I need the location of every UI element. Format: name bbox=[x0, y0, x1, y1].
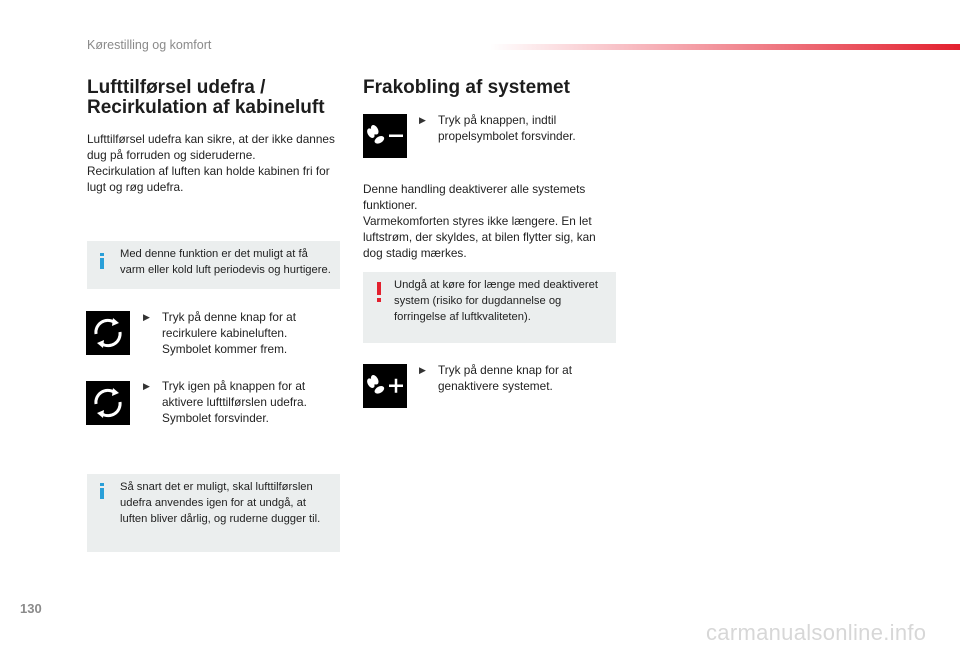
left-step-2 bbox=[143, 378, 343, 428]
arrow-right-icon: ▶ bbox=[143, 312, 150, 322]
step-line: aktivere lufttilførslen udefra. bbox=[162, 395, 307, 409]
fan-minus-button-icon bbox=[363, 114, 407, 158]
warning-box-text bbox=[394, 277, 598, 325]
para-line: funktioner. bbox=[363, 198, 418, 212]
arrow-right-icon: ▶ bbox=[143, 381, 150, 391]
warn-line: forringelse af luftkvaliteten). bbox=[394, 311, 531, 323]
left-step-1 bbox=[143, 309, 343, 359]
step-line: genaktivere systemet. bbox=[438, 379, 553, 393]
right-step-1 bbox=[419, 112, 619, 146]
step-line: Tryk igen på knappen for at bbox=[162, 379, 306, 393]
warn-line: system (risiko for dugdannelse og bbox=[394, 295, 562, 307]
para-line: luftstrøm, der skyldes, at bilen flytter sig, kan bbox=[363, 230, 596, 244]
info-box-text bbox=[120, 246, 331, 278]
step-line: Tryk på denne knap for at bbox=[162, 310, 296, 324]
intro-line: dug på forruden og sideruderne. bbox=[87, 148, 256, 162]
arrow-right-icon: ▶ bbox=[419, 365, 426, 375]
intro-line: Recirkulation af luften kan holde kabinen fri for bbox=[87, 164, 330, 178]
left-title-line2: Recirkulation af kabineluft bbox=[87, 97, 325, 118]
info-line: luften bliver dårlig, og ruderne dugger til. bbox=[120, 513, 321, 525]
warning-box bbox=[363, 272, 616, 343]
watermark: carmanualsonline.info bbox=[706, 620, 927, 645]
para-line: dog stadig mærkes. bbox=[363, 246, 467, 260]
right-title: Frakobling af systemet bbox=[363, 77, 570, 98]
left-title bbox=[87, 78, 325, 118]
info-line: udefra anvendes igen for at undgå, at bbox=[120, 497, 306, 509]
left-title-line1: Lufttilførsel udefra / bbox=[87, 77, 266, 98]
section-header: Kørestilling og komfort bbox=[87, 38, 212, 52]
warn-line: Undgå at køre for længe med deaktiveret bbox=[394, 279, 598, 291]
step-line: Symbolet forsvinder. bbox=[162, 411, 269, 425]
step-line: recirkulere kabineluften. bbox=[162, 326, 288, 340]
step-line: Tryk på denne knap for at bbox=[438, 363, 572, 377]
header-accent-bar bbox=[490, 44, 960, 50]
recirculation-button-icon bbox=[86, 381, 130, 425]
para-line: Varmekomforten styres ikke længere. En let bbox=[363, 214, 592, 228]
step-line: propelsymbolet forsvinder. bbox=[438, 129, 576, 143]
info-icon bbox=[100, 253, 104, 267]
info-line: varm eller kold luft periodevis og hurtigere. bbox=[120, 264, 331, 276]
step-line: Symbolet kommer frem. bbox=[162, 342, 288, 356]
info-line: Så snart det er muligt, skal lufttilførslen bbox=[120, 481, 313, 493]
recirculation-icon bbox=[86, 311, 130, 355]
fan-minus-icon bbox=[363, 114, 407, 158]
info-box-2-text bbox=[120, 479, 320, 527]
info-line: Med denne funktion er det muligt at få bbox=[120, 248, 308, 260]
step-line: Tryk på knappen, indtil bbox=[438, 113, 557, 127]
right-paragraph bbox=[363, 181, 623, 261]
para-line: Denne handling deaktiverer alle systemets bbox=[363, 182, 586, 196]
recirculation-button-icon bbox=[86, 311, 130, 355]
recirculation-icon bbox=[86, 381, 130, 425]
left-intro bbox=[87, 131, 347, 195]
info-box bbox=[87, 241, 340, 289]
info-icon bbox=[100, 483, 104, 497]
fan-plus-button-icon bbox=[363, 364, 407, 408]
right-step-2 bbox=[419, 362, 619, 396]
arrow-right-icon: ▶ bbox=[419, 115, 426, 125]
intro-line: lugt og røg udefra. bbox=[87, 180, 184, 194]
page-number: 130 bbox=[20, 601, 42, 616]
warning-icon bbox=[377, 282, 381, 302]
info-box-2 bbox=[87, 474, 340, 552]
fan-plus-icon bbox=[363, 364, 407, 408]
intro-line: Lufttilførsel udefra kan sikre, at der ikke dannes bbox=[87, 132, 335, 146]
